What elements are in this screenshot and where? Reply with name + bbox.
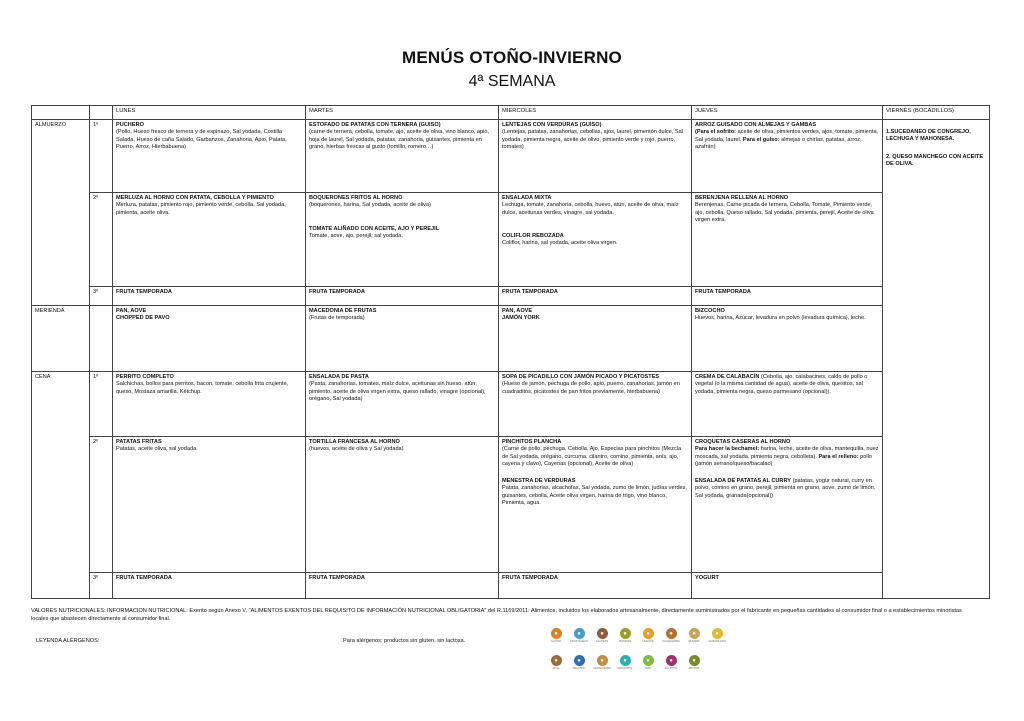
dish-name: PUCHERO: [116, 122, 144, 128]
almuerzo-first-row: [32, 120, 990, 193]
dish-name: SOPA DE PICADILLO CON JAMÓN PICADO Y PICATOSTES: [502, 374, 660, 380]
menu-cell: [113, 193, 306, 287]
dish-name: ARROZ GUISADO CON ALMEJAS Y GAMBAS: [695, 122, 817, 128]
page-title: MENÚS OTOÑO-INVIERNO: [402, 48, 622, 67]
allergen-circle-icon: ●: [551, 628, 562, 639]
course-label: 3º: [90, 573, 113, 599]
dish-desc: (Pasta, zanahorias, tomates, maíz dulce, aceitunas sin hueso, atún, pimiento, aceite de oliva virgen extra, queso rallado, vinagre (opcional), orégano, Sal yodada): [309, 381, 486, 402]
header-miercoles: MIERCOLES: [499, 106, 692, 120]
allergen-icon: [640, 628, 656, 643]
dish-name: BOQUERONES FRITOS AL HORNO: [309, 195, 403, 201]
allergen-icon: [548, 628, 564, 643]
dish-name: PINCHITOS PLANCHA: [502, 439, 562, 445]
menu-cell: [499, 120, 692, 193]
dish-name: TOMATE ALIÑADO CON ACEITE, AJO Y PEREJIL: [309, 225, 440, 232]
allergen-label: SULFITOS: [664, 667, 678, 670]
viernes-item-2: 2. QUESO MANCHEGO CON ACEITE DE OLIVA.: [886, 153, 984, 167]
allergen-label: CRUSTÁCEOS: [570, 640, 589, 643]
dish-desc: (boquerones, harina, Sal yodada, aceite de oliva): [309, 202, 431, 209]
viernes-cell: [883, 120, 990, 599]
dish-desc: (Frutas de temporada): [309, 315, 365, 322]
allergen-circle-icon: ●: [689, 655, 700, 666]
menu-cell: [692, 120, 883, 193]
allergen-icon: [594, 655, 610, 670]
almuerzo-second-row: [32, 193, 990, 287]
allergen-icon: [617, 655, 633, 670]
dish-name: COLIFLOR REBOZADA: [502, 232, 564, 239]
dish-desc: Patata, zanahorias, alcachofas, Sal yodada, zumo de limón, judías verdes, guisantes, cebolla, Aceite oliva virgen, harina de trigo, vino blanco, Pimienta, agua.: [502, 485, 688, 507]
allergen-label: MOLUSCOS: [617, 667, 633, 670]
meal-cena: CENA: [32, 372, 90, 599]
cena-second-row: [32, 437, 990, 573]
dish-desc: Huevos, harina, Azúcar, levadura en polvo (levadura química), leche.: [695, 315, 866, 322]
allergen-label: CACAHUETES: [662, 640, 680, 643]
allergen-circle-icon: ●: [597, 655, 608, 666]
dish-name: CREMA DE CALABACÍN: [695, 374, 760, 380]
meal-almuerzo: ALMUERZO: [32, 120, 90, 306]
menu-table: [31, 105, 990, 599]
menu-cell: [306, 306, 499, 372]
allergen-label: CACAHUETES: [593, 667, 611, 670]
dish-name: CHOPPED DE PAVO: [116, 315, 170, 322]
allergen-circle-icon: ●: [620, 628, 631, 639]
dish-name: ENSALADA DE PATATAS AL CURRY: [695, 478, 792, 485]
almuerzo-third-row: [32, 287, 990, 306]
dish-desc: (patatas, yogur natural, curry en polvo, comino en grano, perejil, pimienta en grano, aove, zumo de limón, Sal yodada, granada(opcional)): [695, 478, 876, 499]
allergen-icon: [663, 628, 679, 643]
allergen-icon: [686, 628, 702, 643]
allergen-label: LÁCTEOS: [595, 640, 609, 643]
menu-cell: [113, 287, 306, 306]
course-label: 3º: [90, 287, 113, 306]
allergen-circle-icon: ●: [689, 628, 700, 639]
merienda-row: [32, 306, 990, 372]
dish-name: BIZCOCHO: [695, 308, 725, 314]
menu-cell: [692, 287, 883, 306]
dish-name: PERRITO COMPLETO: [116, 374, 174, 380]
menu-cell: [113, 372, 306, 437]
allergen-icon: [594, 628, 610, 643]
allergen-label: HUEVOS: [642, 640, 654, 643]
allergen-label: SÉSAMO: [688, 640, 700, 643]
course-label: 1º: [90, 372, 113, 437]
dish-name: ESTOFADO DE PATATAS CON TERNERA (GUISO): [309, 122, 441, 128]
allergen-note: Para alérgenos: productos sin gluten, sin lactosa.: [343, 638, 466, 644]
dish-name: TORTILLA FRANCESA AL HORNO: [309, 439, 400, 445]
dish-name: YOGURT: [695, 575, 719, 581]
viernes-item-1: 1.SUCEDANEO DE CONGREJO, LECHUGA Y MAHONESA.: [886, 129, 971, 143]
dish-name: BERENJENA RELLENA AL HORNO: [695, 195, 789, 201]
dish-desc: Patatas, aceite oliva, sal yodada.: [116, 446, 198, 453]
menu-cell: [306, 193, 499, 287]
nutrition-footnote: VALORES NUTRICIONALES: INFORMACION NUTRICIONAL: Exento según Anexo V, "ALIMENTOS EXENTOS DEL REQUISITO DE INFORMACIÓN NUTRICIONAL OBLIGATORIA" del R.1169/2011: Alimentos, incluidos los elaborados artesanalmente, directamente suministrados por el fabricante en pequeñas cantidades al consumidor final o a establecimientos minoristas locales que abastecen directamente al consumidor final.: [31, 608, 962, 622]
allergen-circle-icon: ●: [574, 628, 585, 639]
menu-cell: [306, 437, 499, 573]
dish-desc: Merluza, patatas, pimiento rojo, pimiento verde, cebolla, Sal yodada, pimienta, aceite oliva.: [116, 202, 286, 216]
allergen-label: FRUTOS: [688, 667, 700, 670]
allergen-circle-icon: ●: [666, 628, 677, 639]
menu-cell: [499, 437, 692, 573]
dish-desc-bold: Para el relleno:: [818, 453, 859, 460]
menu-cell: [306, 120, 499, 193]
course-label: 2º: [90, 193, 113, 287]
menu-cell: [499, 573, 692, 599]
dish-name: MENESTRA DE VERDURAS: [502, 478, 576, 485]
dish-desc: (carne de ternera, cebolla, tomate, ajo, aceite de oliva, vino blanco, apio, hoja de laurel, Sal yodada, patatas, zanahoria, guisantes, pimienta en grano, hierbas frescas al gusto (tomillo, romero…): [309, 129, 490, 150]
dish-name: ENSALADA MIXTA: [502, 195, 552, 201]
course-label: 2º: [90, 437, 113, 573]
dish-desc: pollo (jamón serrano/queso/bacalao): [695, 453, 872, 467]
page-subtitle: 4ª SEMANA: [468, 73, 556, 90]
dish-name: FRUTA TEMPORADA: [116, 575, 172, 581]
allergen-icons-row-1: [548, 628, 725, 643]
dish-name: CROQUETAS CASERAS AL HORNO: [695, 439, 791, 445]
dish-name: FRUTA TEMPORADA: [695, 289, 751, 295]
allergen-circle-icon: ●: [643, 628, 654, 639]
header-martes: MARTES: [306, 106, 499, 120]
allergen-circle-icon: ●: [643, 655, 654, 666]
dish-desc: harina, leche, aceite de oliva, mantequilla, nuez moscada, sal yodada, pimienta negra, cebolleta).: [695, 446, 879, 460]
allergen-circle-icon: ●: [666, 655, 677, 666]
menu-cell: [306, 287, 499, 306]
dish-desc: aceite de oliva, pimientos verdes, ajos, tomate, pimienta, Sal yodada, laurel.: [695, 129, 879, 143]
dish-name: PAN, AOVE: [502, 308, 533, 314]
allergen-icon: [663, 655, 679, 670]
menu-cell: [113, 573, 306, 599]
dish-desc: Berenjenas, Carne picada de ternera, Cebolla, Tomate, Pimiento verde, ajo, cebolla, Queso rallado, Sal yodada, pimienta, perejil, Aceite de oliva virgen extra.: [695, 202, 874, 223]
allergen-label: MOSTAZA: [618, 640, 632, 643]
allergen-label: SOJA: [552, 667, 560, 670]
menu-cell: [499, 287, 692, 306]
allergen-label: ALTRAMUCES: [708, 640, 726, 643]
menu-cell: [306, 372, 499, 437]
dish-desc: Coliflor, harina, sal yodada, aceite oliva virgen.: [502, 240, 618, 247]
menu-cell: [499, 372, 692, 437]
allergen-label: PESCADO: [572, 667, 586, 670]
dish-desc: Tomate, aove, ajo, perejil, sal yodada.: [309, 232, 403, 239]
dish-name: LENTEJAS CON VERDURAS (GUISO): [502, 122, 602, 128]
allergen-icon: [571, 628, 587, 643]
menu-cell: [692, 372, 883, 437]
allergen-icon: [709, 628, 725, 643]
dish-desc-bold: (Para el sofrito:: [695, 129, 737, 136]
dish-desc: (huevos, aceite de oliva y Sal yodada): [309, 446, 404, 453]
header-lunes: LUNES: [113, 106, 306, 120]
dish-name: MERLUZA AL HORNO CON PATATA, CEBOLLA Y PIMIENTO: [116, 195, 274, 201]
dish-desc-bold: Para el guiso:: [742, 136, 780, 143]
header-viernes: VIERNES (BOCADILLOS): [883, 106, 990, 120]
header-blank: [32, 106, 90, 120]
allergen-icons-row-2: [548, 655, 702, 670]
dish-name: FRUTA TEMPORADA: [502, 289, 558, 295]
meal-merienda: MERIENDA: [32, 306, 90, 372]
allergen-icon: [548, 655, 564, 670]
dish-name: PAN, AOVE: [116, 308, 147, 314]
dish-name: PATATAS FRITAS: [116, 439, 162, 445]
allergen-label: APIO: [644, 667, 652, 670]
menu-cell: [499, 306, 692, 372]
dish-desc: Lechuga, tomate, zanahoria, cebolla, huevo, atún, aceite de oliva, maíz dulce, aceitunas verdes, vinagre, sal yodada.: [502, 202, 679, 216]
allergen-circle-icon: ●: [574, 655, 585, 666]
allergen-circle-icon: ●: [620, 655, 631, 666]
allergen-icon: [640, 655, 656, 670]
dish-desc: (Hueso de jamón, pechuga de pollo, apio, puerro, zanahorias, jamón en cuadraditos, picatostes de pan fritos previamente, hierbabuena): [502, 381, 680, 395]
menu-cell: [692, 306, 883, 372]
menu-cell: [306, 573, 499, 599]
dish-name: FRUTA TEMPORADA: [116, 289, 172, 295]
dish-desc: Salchichas, bollos para perritos, bacon, tomate, cebolla frita crujiente, queso, Mostaza amarilla, Kétchup.: [116, 381, 289, 395]
cena-first-row: [32, 372, 990, 437]
cena-third-row: [32, 573, 990, 599]
dish-name: FRUTA TEMPORADA: [309, 289, 365, 295]
menu-cell: [692, 193, 883, 287]
dish-desc: (Carne de pollo, pechuga, Cebolla, Ajo, Especias para pinchitos (Mezcla de Sal yodada, orégano, cúrcuma, cilantro, comino, pimienta, anís, ajo, cayena y clavo), Cayenas (opcional), Aceite de oliva): [502, 446, 682, 467]
menu-cell: [692, 573, 883, 599]
dish-desc: (Cebolla, ajo, calabacines, caldo de pollo o vegetal (o la misma cantidad de agua), aceite de oliva, quesitos, sal yodada, pimienta negra, queso parmesano (opcional)).: [695, 374, 868, 395]
allergen-icon: [686, 655, 702, 670]
menu-cell: [499, 193, 692, 287]
course-blank: [90, 306, 113, 372]
header-blank-course: [90, 106, 113, 120]
allergen-circle-icon: ●: [551, 655, 562, 666]
menu-cell: [692, 437, 883, 573]
allergen-label: GLUTEN: [550, 640, 562, 643]
dish-desc: (Pollo, Hueso fresco de ternera y de espinazo, Sal yodada, Costilla Salada, Hueso de caña Salado, Garbanzos, Zanahoria, Apio, Patata, Puerro, Arroz, Hierbabuena): [116, 129, 287, 150]
dish-name: MACEDONIA DE FRUTAS: [309, 308, 377, 314]
header-jueves: JUEVES: [692, 106, 883, 120]
dish-desc: (Lentejas, patatas, zanahorias, cebollas, ajos, laurel, pimentón dulce, Sal yodada, pimienta negra, aceite de olivo, pimiento verde y rojo, puerro, tomates): [502, 129, 683, 150]
allergen-legend-label: LEYENDA ALÉRGENOS:: [36, 638, 100, 644]
menu-cell: [113, 437, 306, 573]
dish-desc-bold: Para hacer la bechamel:: [695, 446, 760, 453]
course-label: 1º: [90, 120, 113, 193]
dish-name: ENSALADA DE PASTA: [309, 374, 369, 380]
allergen-icon: [571, 655, 587, 670]
allergen-circle-icon: ●: [712, 628, 723, 639]
menu-cell: [113, 306, 306, 372]
dish-desc: almejas o chirlas, patatas, arroz, azafrán): [695, 136, 862, 150]
allergen-circle-icon: ●: [597, 628, 608, 639]
dish-name: FRUTA TEMPORADA: [502, 575, 558, 581]
dish-name: JAMÓN YORK: [502, 315, 540, 322]
dish-name: FRUTA TEMPORADA: [309, 575, 365, 581]
menu-cell: [113, 120, 306, 193]
header-row: [32, 106, 990, 120]
allergen-icon: [617, 628, 633, 643]
